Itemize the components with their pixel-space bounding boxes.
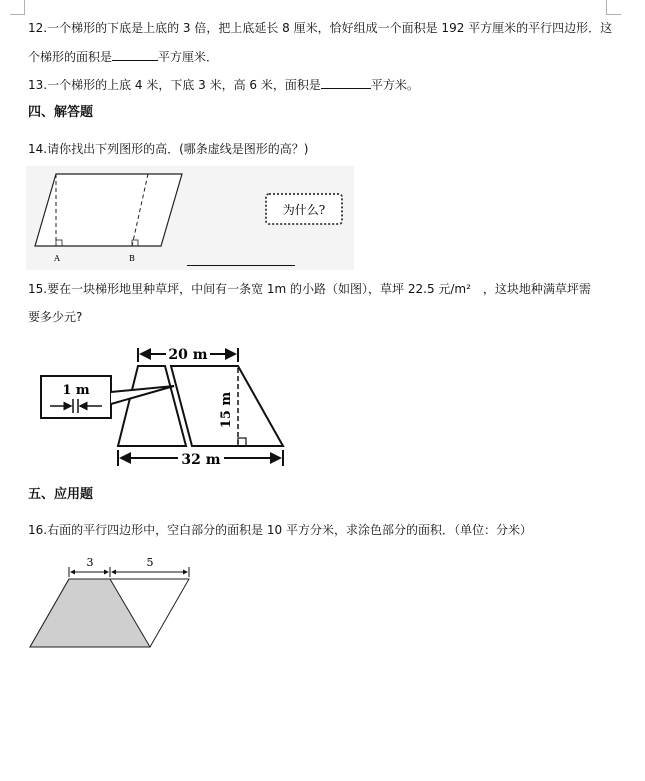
question-12-line1: 12.一个梯形的下底是上底的 3 倍，把上底延长 8 厘米，恰好组成一个面积是 192 平方厘米的平行四边形．这: [28, 21, 613, 35]
question-15-figure: [38, 340, 288, 472]
page-corner-mark-left: [10, 0, 25, 15]
path-width-label: 1 m: [62, 383, 90, 398]
speech-bubble-text: 为什么?: [282, 203, 326, 217]
question-13-answer-blank[interactable]: [321, 76, 371, 89]
question-14-text: 14.请你找出下列图形的高．(哪条虚线是图形的高？): [28, 142, 309, 156]
question-12-suffix: 平方厘米．: [158, 50, 219, 64]
question-16-figure: [26, 552, 194, 652]
question-15-line1: 15.要在一块梯形地里种草坪，中间有一条宽 1m 的小路（如图），草坪 22.5 元/m² ，这块地种满草坪需: [28, 282, 591, 296]
top-dim-label: 20 m: [168, 347, 208, 363]
question-12-prefix: 个梯形的面积是: [28, 50, 113, 64]
question-12-answer-blank[interactable]: [112, 48, 158, 61]
dim-label-right: 5: [146, 556, 154, 569]
dim-label-left: 3: [86, 556, 94, 569]
height-label: 15 m: [219, 391, 234, 429]
question-12-line2: [28, 48, 218, 65]
question-14-answer-line[interactable]: [187, 265, 295, 266]
bottom-dim-label: 32 m: [181, 452, 221, 468]
question-13-prefix: 13.一个梯形的上底 4 米，下底 3 米，高 6 米，面积是: [28, 78, 321, 92]
question-15-line2: 要多少元?: [28, 310, 83, 324]
question-13: [28, 76, 419, 93]
section-5-heading: 五、应用题: [28, 487, 94, 502]
question-16-text: 16.右面的平行四边形中，空白部分的面积是 10 平方分米，求涂色部分的面积．（单位：分米）: [28, 523, 532, 537]
label-a: A: [54, 254, 60, 263]
parallelogram-shape: [35, 174, 182, 246]
question-14-figure: [26, 166, 354, 270]
label-b: B: [129, 254, 135, 263]
section-4-heading: 四、解答题: [28, 105, 94, 120]
question-13-suffix: 平方米。: [370, 78, 419, 92]
page-corner-mark-right: [606, 0, 621, 15]
